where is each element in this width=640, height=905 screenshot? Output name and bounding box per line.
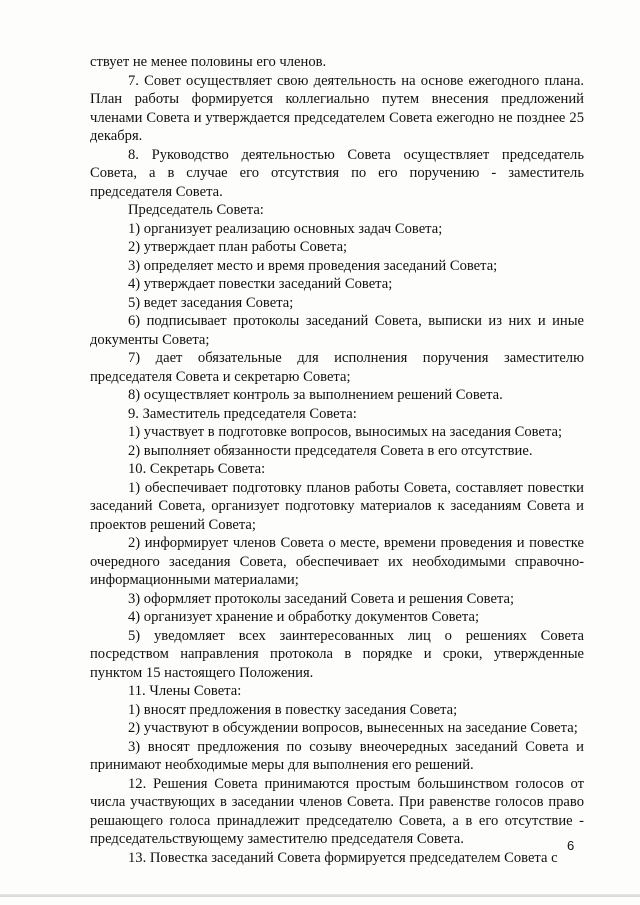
paragraph: 1) участвует в подготовке вопросов, выносимых на заседания Совета; — [128, 424, 563, 440]
paragraph: 5) ведет заседания Совета; — [128, 294, 294, 311]
paragraph: 8) осуществляет контроль за выполнением решений Совета. — [128, 387, 503, 403]
paragraph: 4) организует хранение и обработку документов Совета; — [128, 609, 479, 625]
paragraph: 2) информирует членов Совета о месте, времени проведения и повестке очередного заседания Совета, обеспечивает их необходимыми справочно-информационными материалами; — [90, 535, 584, 588]
paragraph: 3) определяет место и время проведения заседаний Совета; — [128, 257, 498, 274]
paragraph: 3) вносят предложения по созыву внеочередных заседаний Совета и принимают необходимые меры для выполнения его решений. — [90, 738, 584, 773]
paragraph: 9. Заместитель председателя Совета: — [128, 405, 357, 422]
page-number: 6 — [567, 838, 575, 853]
paragraph: 7. Совет осуществляет свою деятельность на основе ежегодного плана. План работы формируется коллегиально путем внесения предложений членами Совета и утверждается председателем Совета ежегодно не позднее 25 декабря. — [90, 72, 584, 144]
paragraph: Председатель Совета: — [128, 202, 264, 218]
paragraph: 12. Решения Совета принимаются простым большинством голосов от числа участвующих в заседании членов Совета. При равенстве голосов право решающего голоса принадлежит председателю Совета, а в его отсутствие - председательствующему заместителю председателя Совета. — [90, 775, 584, 847]
paragraph: 1) обеспечивает подготовку планов работы Совета, составляет повестки заседаний Совета, организует подготовку материалов к заседаниям Совета и проектов решений Совета; — [90, 479, 584, 533]
paragraph: ствует не менее половины его членов. — [90, 54, 327, 70]
paragraph: 4) утверждает повестки заседаний Совета; — [128, 276, 393, 292]
paragraph: 1) вносят предложения в повестку заседания Совета; — [128, 701, 458, 718]
paragraph: 2) участвуют в обсуждении вопросов, вынесенных на заседание Совета; — [128, 720, 578, 736]
paragraph: 6) подписывает протоколы заседаний Совета, выписки из них и иные документы Совета; — [90, 313, 584, 348]
scan-edge — [0, 894, 640, 897]
paragraph: 11. Члены Совета: — [128, 683, 242, 699]
paragraph: 3) оформляет протоколы заседаний Совета и решения Совета; — [128, 590, 515, 607]
paragraph: 5) уведомляет всех заинтересованных лиц о решениях Совета посредством направления протокола в порядке и сроки, утвержденные пунктом 15 настоящего Положения. — [90, 627, 584, 681]
paragraph: 7) дает обязательные для исполнения поручения заместителю председателя Совета и секретарю Совета; — [90, 350, 584, 385]
document-body — [90, 53, 584, 867]
paragraph: 10. Секретарь Совета: — [128, 461, 266, 477]
paragraph: 2) выполняет обязанности председателя Совета в его отсутствие. — [128, 442, 533, 459]
paragraph: 2) утверждает план работы Совета; — [128, 239, 348, 255]
paragraph: 8. Руководство деятельностью Совета осуществляет председатель Совета, а в случае его отсутствия по его поручению - заместитель председателя Совета. — [90, 146, 584, 200]
paragraph: 1) организует реализацию основных задач Совета; — [128, 220, 443, 237]
paragraph: 13. Повестка заседаний Совета формируется председателем Совета с — [128, 849, 558, 866]
